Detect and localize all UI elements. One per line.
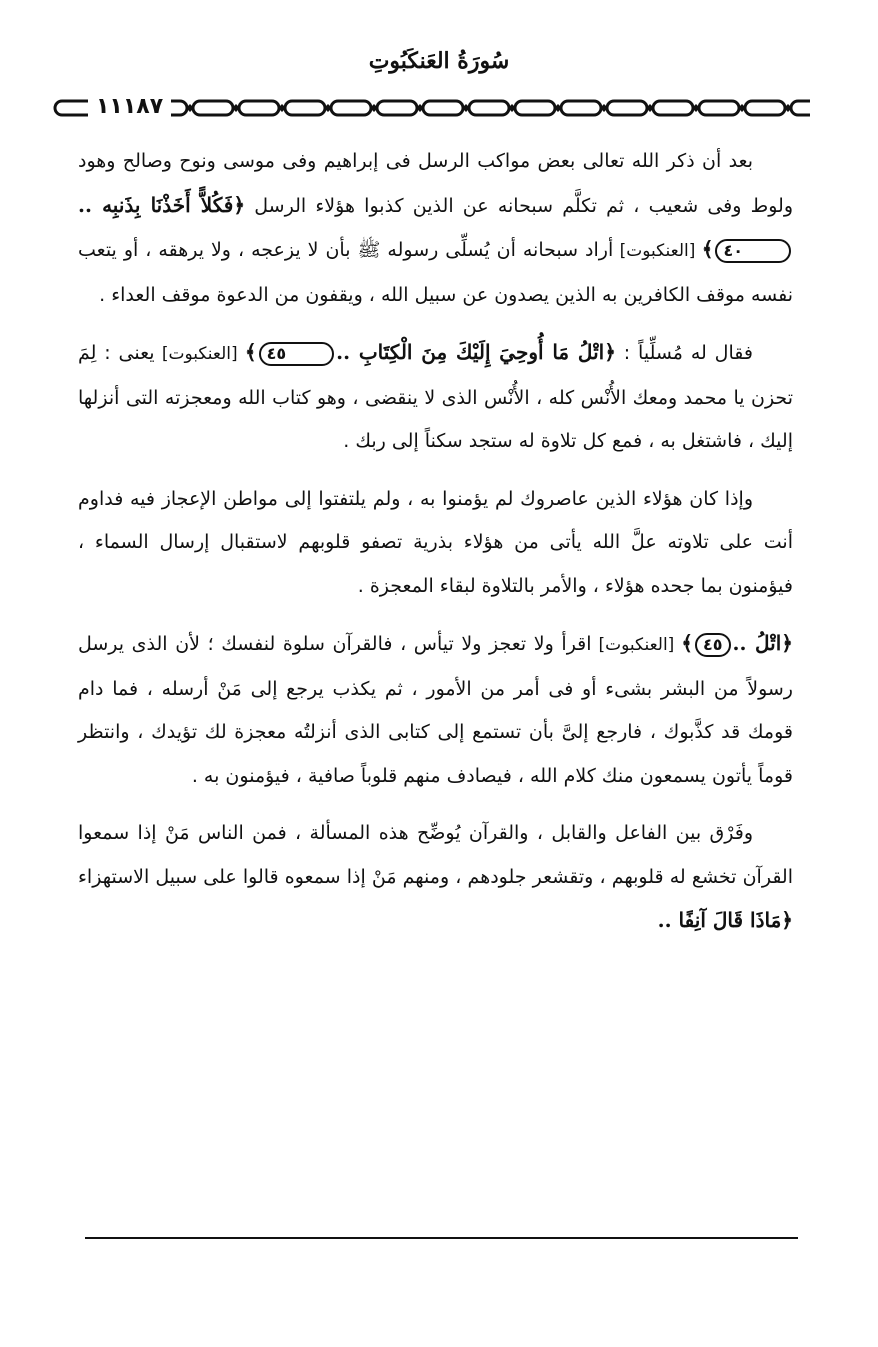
commentary-text: بعد أن ذكر الله تعالى بعض مواكب الرسل فى إبراهيم وفى موسى ونوح وصالح وهود ولوط وفى شعيب ، ثم تكلَّم سبحانه عن الذين كذبوا هؤلاء الرسل xyxy=(78,150,793,217)
quran-verse: اتْلُ مَا أُوحِيَ إِلَيْكَ مِنَ الْكِتَابِ .. xyxy=(336,340,605,364)
chain-link xyxy=(791,101,810,115)
chain-link xyxy=(423,101,463,115)
chain-link xyxy=(193,101,233,115)
chain-link xyxy=(377,101,417,115)
chain-link xyxy=(331,101,371,115)
chain-link xyxy=(699,101,739,115)
chain-link xyxy=(653,101,693,115)
ornate-bracket: ﴾ xyxy=(244,340,257,364)
paragraph xyxy=(78,622,793,798)
commentary-text: أراد سبحانه أن يُسلِّى رسوله ﷺ بأن لا يزعجه ، ولا يرهقه ، أو يتعب نفسه موقف الكافرين به الذين يصدون عن سبيل الله ، ويقفون من الدعوة موقف العداء . xyxy=(78,239,793,306)
ornate-bracket: ﴿ xyxy=(233,192,246,217)
surah-reference: [العنكبوت] xyxy=(613,241,702,261)
surah-reference: [العنكبوت] xyxy=(154,344,245,364)
commentary-text: فقال له مُسلِّياً : xyxy=(615,342,753,364)
verse-number-badge: ٤٥ xyxy=(259,342,335,366)
commentary-body xyxy=(78,140,793,958)
chain-link xyxy=(607,101,647,115)
chain-link xyxy=(239,101,279,115)
commentary-text: يعنى : لِمَ تحزن يا محمد ومعك الأُنْس كله ، الأُنْس الذى لا ينقضى ، وهو كتاب الله ومعجزته التى أنزلها إليك ، فاشتغل به ، فمع كل تلاوة له ستجد سكناً إلى ربك . xyxy=(78,342,793,452)
ornate-bracket: ﴿ xyxy=(781,908,793,932)
paragraph xyxy=(78,812,793,944)
paragraph xyxy=(78,478,793,609)
verse-number-badge: ٤٥ xyxy=(695,633,731,657)
commentary-text: اقرأ ولا تعجز ولا تيأس ، فالقرآن سلوة لنفسك ؛ لأن الذى يرسل رسولاً من البشر بشىء أو فى أمر من الأمور ، ثم يكذب يرجع إلى مَنْ أرسله ، فما دام قومك قد كذَّبوك ، فارجع إلىَّ بأن تستمع إلى كتابى الذى أنزلتُه معجزة لك تؤيدك ، وانتظر قوماً يأتون يسمعون منك كلام الله ، فيصادف منهم قلوباً صافية ، فيؤمنون به . xyxy=(78,633,793,787)
quran-verse: فَكُلاًّ أَخَذْنَا بِذَنبِه .. xyxy=(78,192,234,217)
quran-verse: اتْلُ .. xyxy=(732,631,782,655)
chain-link xyxy=(561,101,601,115)
ornate-bracket: ﴿ xyxy=(604,340,616,364)
paragraph xyxy=(78,331,793,464)
footer-rule xyxy=(85,1237,798,1239)
commentary-text: وفَرْق بين الفاعل والقابل ، والقرآن يُوضِّح هذه المسألة ، فمن الناس مَنْ إذا سمعوا القرآن تخشع له قلوبهم ، وتقشعر جلودهم ، ومنهم مَنْ إذا سمعوه قالوا على سبيل الاستهزاء xyxy=(78,822,793,888)
quran-verse: مَاذَا قَالَ آنِفًا .. xyxy=(657,908,782,932)
surah-title: سُورَةُ العَنكَبُوتِ xyxy=(368,48,510,74)
chain-link xyxy=(745,101,785,115)
surah-reference: [العنكبوت] xyxy=(591,635,682,655)
chain-link xyxy=(285,101,325,115)
verse-number-badge: ٤٠ xyxy=(715,239,791,263)
ornate-bracket: ﴿ xyxy=(781,631,793,655)
ornate-bracket: ﴾ xyxy=(701,237,714,261)
commentary-text: وإذا كان هؤلاء الذين عاصروك لم يؤمنوا به ، ولم يلتفتوا إلى مواطن الإعجاز فيه فداوم أنت على تلاوته علَّ الله يأتى من هؤلاء بذرية تصفو قلوبهم لاستقبال إرسال السماء ، فيؤمنون بما جحده هؤلاء ، والأمر بالتلاوة لبقاء المعجزة . xyxy=(78,487,793,597)
chain-link xyxy=(515,101,555,115)
header-ornament-band xyxy=(50,96,810,120)
chain-link xyxy=(469,101,509,115)
ornate-bracket: ﴾ xyxy=(681,631,693,655)
page-number: ١١١٨٧ xyxy=(88,95,171,119)
paragraph xyxy=(78,140,793,317)
